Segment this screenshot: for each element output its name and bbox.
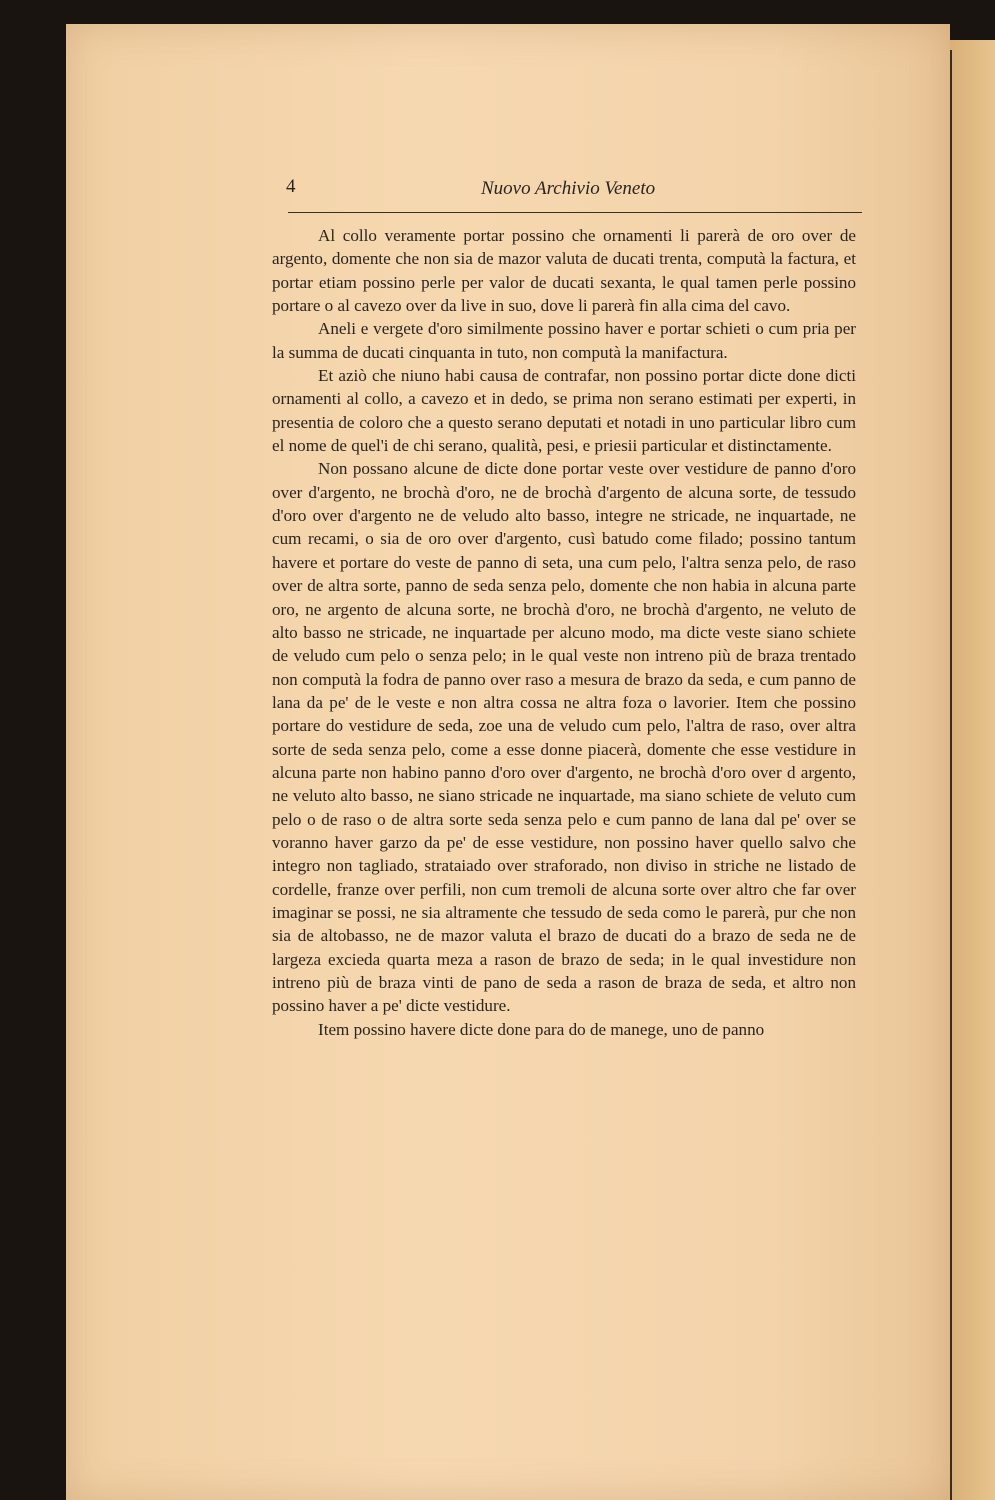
- adjacent-page-edge: [950, 40, 995, 1500]
- paragraph: Aneli e vergete d'oro similmente possino haver e portar schieti o cum pria per la summa de ducati cinquanta in tuto, non computà la manifactura.: [272, 319, 856, 362]
- page-header: [286, 176, 862, 206]
- header-rule: [288, 212, 862, 213]
- paragraph: Et aziò che niuno habi causa de contrafar, non possino portar dicte done dicti ornamenti al collo, a cavezo et in dedo, se prima non serano estimati per experti, in presentia de coloro che a questo serano deputati et notadi in uno particular libro cum el nome de quel'i de chi serano, qualità, pesi, e priesii particular et distinctamente.: [272, 366, 856, 456]
- running-title: Nuovo Archivio Veneto: [481, 178, 656, 199]
- paragraph: Item possino havere dicte done para do de manege, uno de panno: [318, 1019, 765, 1039]
- page-number: 4: [286, 176, 296, 197]
- body-text: [272, 224, 856, 1041]
- paragraph: Al collo veramente portar possino che ornamenti li parerà de oro over de argento, domente che non sia de mazor valuta de ducati trenta, computà la factura, et portar etiam possino perle per valor de ducati sexanta, le qual tamen perle possino portare o al cavezo over da live in suo, dove li parerà fin alla cima del cavo.: [272, 226, 856, 316]
- paragraph: Non possano alcune de dicte done portar veste over vestidure de panno d'oro over d'argento, ne brochà d'oro, ne de brochà d'argento de alcuna sorte, de tessudo d'oro over d'argento ne de veludo alto basso, integre ne stricade, ne inquartade, ne cum recami, o sia de oro over d'argento, cusì batudo come filado; possino tantum havere et portare do veste de panno di seta, una cum pelo, l'altra senza pelo, de raso over de altra sorte, panno de seda senza pelo, domente che non habia in alcuna parte oro, ne argento de alcuna sorte, ne brochà d'oro, ne brochà d'argento, ne veluto de alto basso ne stricade, ne inquartade per alcuno modo, ma dicte veste siano schiete de veludo cum pelo o senza pelo; in le qual veste non intreno più de braza trentado non computà la fodra de panno over raso a mesura de brazo da seda, e cum panno de lana da pe' de le veste e non altra cossa ne altra foza o lavorier. Item che possino portare do vestidure de seda, zoe una de veludo cum pelo, l'altra de raso, over altra sorte de seda senza pelo, come a esse donne piacerà, domente che esse vestidure in alcuna parte non habino panno d'oro over d'argento, ne brochà d'oro over d argento, ne veluto alto basso, ne siano stricade ne inquartade, ma siano schiete de veluto cum pelo o de raso o de altra sorte seda senza pelo e cum panno de lana dal pe' over se voranno haver garzo da pe' de esse vestidure, non possino haver quello salvo che integro non tagliado, strataiado over straforado, non diviso in striche ne listado de cordelle, franze over perfili, non cum tremoli de alcuna sorte over altro che far over imaginar se possi, ne sia altramente che tessudo de seda como le parerà, pur che non sia de altobasso, ne de mazor valuta el brazo de ducati do a brazo de seda ne de largeza excieda quarta meza a rason de brazo de seda; in le qual investidure non intreno più de braza vinti de pano de seda a rason de braza de seda, et altro non possino haver a pe' dicte vestidure.: [272, 459, 856, 1016]
